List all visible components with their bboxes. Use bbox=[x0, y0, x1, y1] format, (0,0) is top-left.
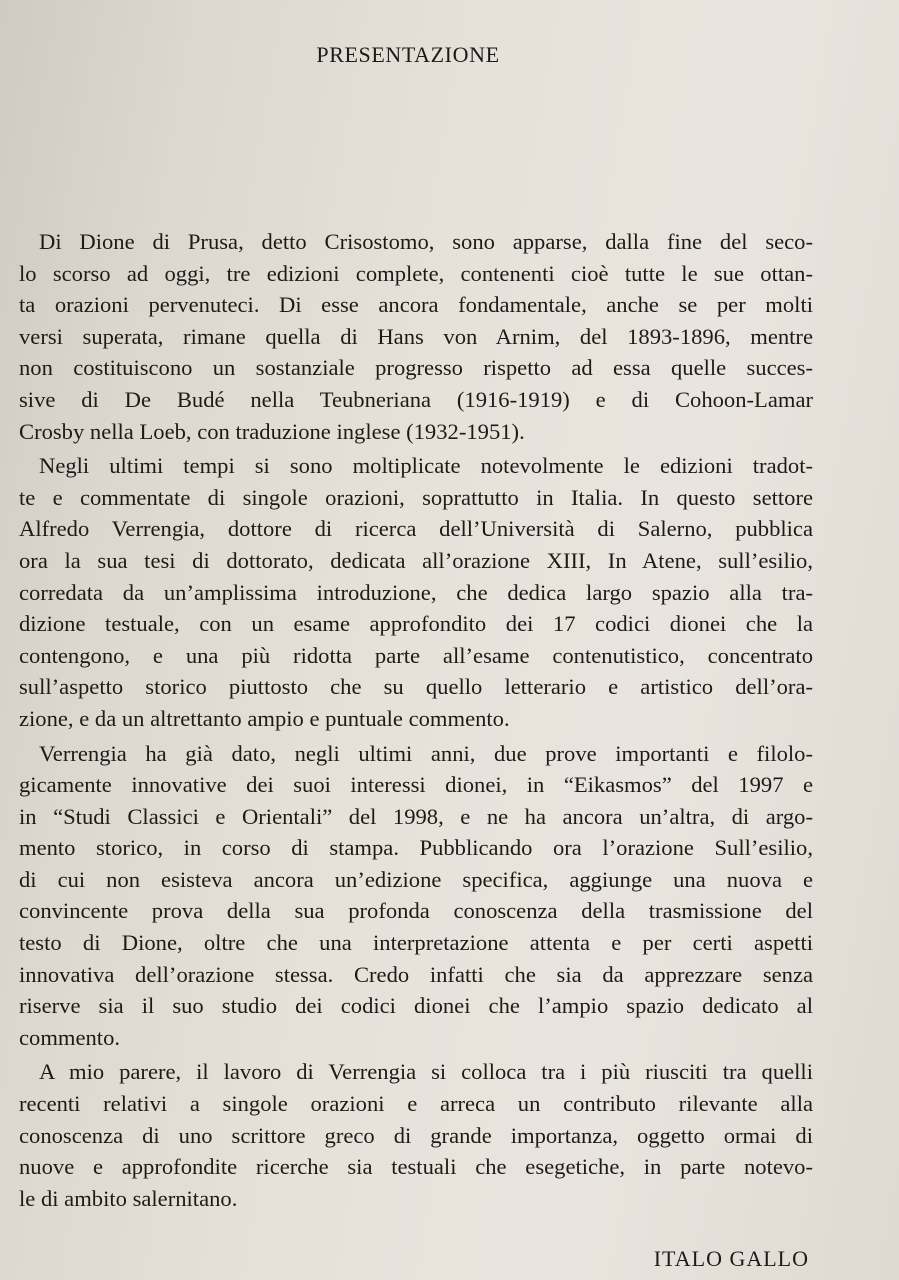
text-line: Di Dione di Prusa, detto Crisostomo, sono apparse, dalla fine del seco- bbox=[39, 229, 813, 254]
paragraph-3 bbox=[19, 738, 813, 1054]
text-line: di cui non esisteva ancora un’edizione specifica, aggiunge una nuova e bbox=[19, 866, 813, 892]
text-line: zione, e da un altrettanto ampio e puntuale commento. bbox=[19, 705, 510, 731]
text-line: A mio parere, il lavoro di Verrengia si colloca tra i più riusciti tra quelli bbox=[39, 1059, 813, 1085]
text-line: ta orazioni pervenuteci. Di esse ancora fondamentale, anche se per molti bbox=[19, 292, 813, 318]
text-line: commento. bbox=[19, 1024, 121, 1050]
text-line: conoscenza di uno scrittore greco di grande importanza, oggetto ormai di bbox=[19, 1122, 813, 1148]
text-line: te e commentate di singole orazioni, soprattutto in Italia. In questo settore bbox=[19, 484, 813, 510]
text-line: sull’aspetto storico piuttosto che su quello letterario e artistico dell’ora- bbox=[19, 674, 813, 700]
text-line: ora la sua tesi di dottorato, dedicata all’orazione XIII, In Atene, sull’esilio, bbox=[19, 547, 813, 573]
text-line: Verrengia ha già dato, negli ultimi anni, due prove importanti e filolo- bbox=[39, 740, 813, 766]
text-line: le di ambito salernitano. bbox=[19, 1185, 238, 1211]
text-line: mento storico, in corso di stampa. Pubblicando ora l’orazione Sull’esilio, bbox=[19, 835, 813, 861]
text-line: Negli ultimi tempi si sono moltiplicate notevolmente le edizioni tradot- bbox=[39, 453, 813, 479]
text-line: Crosby nella Loeb, con traduzione inglese (1932-1951). bbox=[19, 418, 525, 444]
text-line: recenti relativi a singole orazioni e arreca un contributo rilevante alla bbox=[19, 1091, 813, 1117]
text-line: riserve sia il suo studio dei codici dionei che l’ampio spazio dedicato al bbox=[19, 993, 813, 1019]
text-line: convincente prova della sua profonda conoscenza della trasmissione del bbox=[19, 898, 813, 924]
text-line: versi superata, rimane quella di Hans von Arnim, del 1893-1896, mentre bbox=[19, 323, 813, 349]
text-line: gicamente innovative dei suoi interessi dionei, in “Eikasmos” del 1997 e bbox=[19, 772, 813, 798]
author-signature: ITALO GALLO bbox=[653, 1246, 809, 1271]
text-line: innovativa dell’orazione stessa. Credo infatti che sia da apprezzare senza bbox=[19, 961, 813, 987]
text-line: nuove e approfondite ricerche sia testuali che esegetiche, in parte notevo- bbox=[19, 1154, 813, 1180]
paragraph-1 bbox=[19, 226, 813, 447]
text-line: sive di De Budé nella Teubneriana (1916-1919) e di Cohoon-Lamar bbox=[19, 386, 813, 412]
text-line: non costituiscono un sostanziale progresso rispetto ad essa quelle succes- bbox=[19, 355, 813, 381]
page-title: PRESENTAZIONE bbox=[316, 42, 500, 67]
text-line: contengono, e una più ridotta parte all’esame contenutistico, concentrato bbox=[19, 642, 813, 668]
text-line: lo scorso ad oggi, tre edizioni complete, contenenti cioè tutte le sue ottan- bbox=[19, 260, 813, 286]
paragraph-4 bbox=[19, 1056, 813, 1214]
text-line: dizione testuale, con un esame approfondito dei 17 codici dionei che la bbox=[19, 611, 813, 637]
text-line: in “Studi Classici e Orientali” del 1998, e ne ha ancora un’altra, di argo- bbox=[19, 803, 813, 829]
text-line: corredata da un’amplissima introduzione, che dedica largo spazio alla tra- bbox=[19, 579, 813, 605]
body-text bbox=[19, 226, 813, 1214]
paragraph-2 bbox=[19, 450, 813, 734]
text-line: Alfredo Verrengia, dottore di ricerca dell’Università di Salerno, pubblica bbox=[19, 516, 813, 542]
text-line: testo di Dione, oltre che una interpretazione attenta e per certi aspetti bbox=[19, 930, 813, 956]
